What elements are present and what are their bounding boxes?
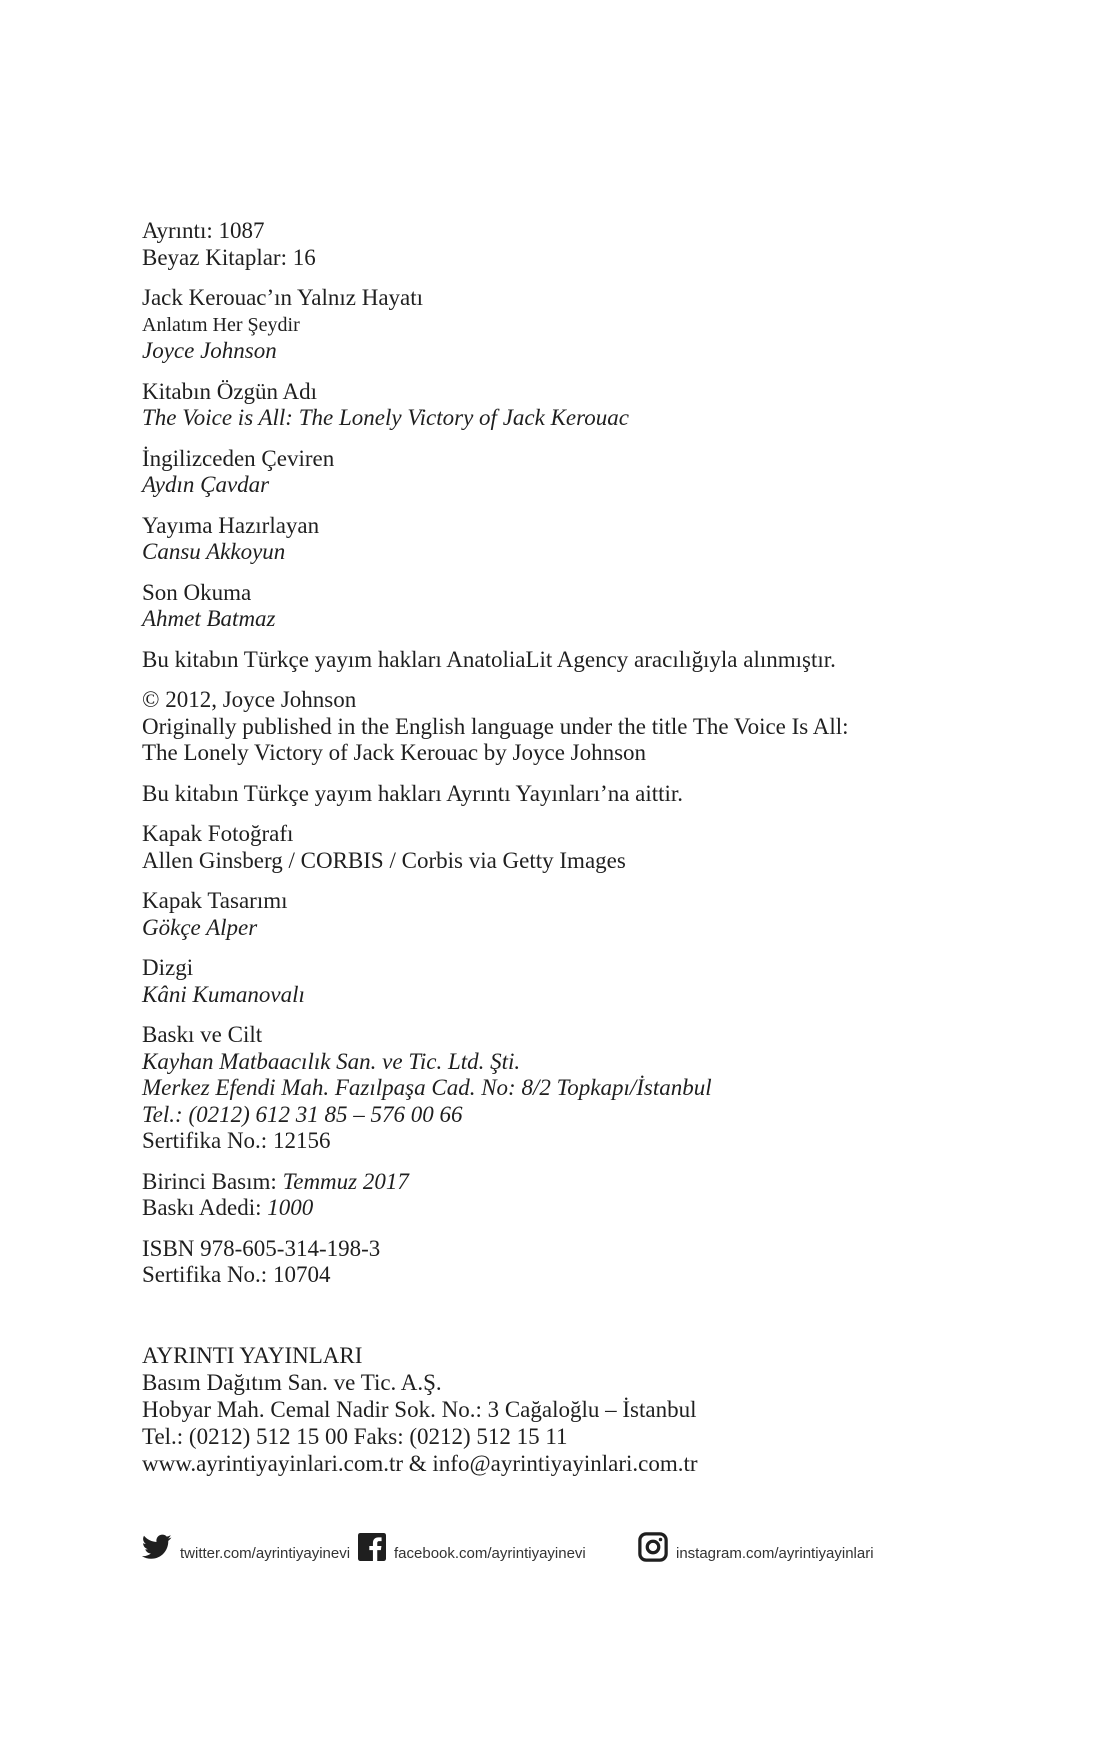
copyright-line: © 2012, Joyce Johnson [142, 687, 357, 712]
twitter-url[interactable]: twitter.com/ayrintiyayinevi [180, 1544, 351, 1562]
twitter-link[interactable] [142, 1530, 350, 1564]
original-title-value: The Voice is All: The Lonely Victory of Jack Kerouac [142, 405, 629, 430]
series-name: Beyaz Kitaplar: 16 [142, 244, 316, 270]
cover-design-label: Kapak Tasarımı [142, 888, 288, 913]
book-author: Joyce Johnson [142, 338, 277, 363]
proofreader-label: Son Okuma [142, 579, 252, 605]
print-count [142, 1195, 1022, 1222]
publisher-address: Hobyar Mah. Cemal Nadir Sok. No.: 3 Cağaloğlu – İstanbul [142, 1397, 697, 1422]
rights-agency-block [142, 647, 1022, 674]
original-title-block [142, 379, 1022, 432]
cover-design-block [142, 888, 1022, 941]
printing-certificate: Sertifika No.: 12156 [142, 1128, 331, 1153]
facebook-url[interactable]: facebook.com/ayrintiyayinevi [394, 1544, 586, 1562]
original-title-label: Kitabın Özgün Adı [142, 378, 318, 404]
instagram-icon [638, 1532, 668, 1562]
editor-label: Yayıma Hazırlayan [142, 512, 320, 538]
first-edition-label: Birinci Basım: [142, 1168, 283, 1194]
book-title: Jack Kerouac’ın Yalnız Hayatı [142, 285, 424, 310]
translator-label: İngilizceden Çeviren [142, 445, 335, 471]
typesetting-label: Dizgi [142, 955, 194, 980]
first-edition-value: Temmuz 2017 [282, 1168, 409, 1194]
instagram-link[interactable] [638, 1530, 874, 1564]
proofreader-value: Ahmet Batmaz [142, 606, 276, 631]
series-number: Ayrıntı: 1087 [142, 218, 265, 243]
twitter-icon [142, 1534, 172, 1560]
cover-photo-value: Allen Ginsberg / CORBIS / Corbis via Getty Images [142, 847, 626, 873]
copyright-block [142, 687, 1022, 767]
first-edition [142, 1169, 1022, 1196]
print-count-value: 1000 [267, 1195, 314, 1220]
printing-block [142, 1022, 1022, 1155]
translator-value: Aydın Çavdar [142, 472, 270, 497]
cover-design-value: Gökçe Alper [142, 914, 258, 940]
printing-phone: Tel.: (0212) 612 31 85 – 576 00 66 [142, 1101, 463, 1127]
isbn-block [142, 1236, 1022, 1289]
copyright-original-line: The Lonely Victory of Jack Kerouac by Joyce Johnson [142, 740, 647, 765]
book-block [142, 285, 1022, 365]
printing-label: Baskı ve Cilt [142, 1022, 263, 1047]
cover-photo-block [142, 821, 1022, 874]
publisher-company: Basım Dağıtım San. ve Tic. A.Ş. [142, 1370, 442, 1395]
rights-owner-text: Bu kitabın Türkçe yayım hakları Ayrıntı Yayınları’na aittir. [142, 780, 684, 806]
book-subtitle: Anlatım Her Şeydir [142, 313, 300, 336]
facebook-link[interactable] [358, 1530, 586, 1564]
typesetting-block [142, 955, 1022, 1008]
edition-block [142, 1169, 1022, 1222]
publisher-block [142, 1342, 698, 1477]
rights-agency-text: Bu kitabın Türkçe yayım hakları AnatoliaLit Agency aracılığıyla alınmıştır. [142, 646, 836, 672]
series-block [142, 218, 1022, 271]
proofreader-block [142, 580, 1022, 633]
publisher-phone: Tel.: (0212) 512 15 00 Faks: (0212) 512 15 11 [142, 1424, 568, 1449]
printing-address: Merkez Efendi Mah. Fazılpaşa Cad. No: 8/2 Topkapı/İstanbul [142, 1075, 712, 1100]
printing-company: Kayhan Matbaacılık San. ve Tic. Ltd. Şti. [142, 1048, 521, 1074]
copyright-original-line: Originally published in the English language under the title The Voice Is All: [142, 713, 849, 739]
social-links [142, 1530, 1042, 1566]
facebook-icon [358, 1533, 386, 1561]
typesetting-value: Kâni Kumanovalı [142, 981, 305, 1007]
isbn-certificate: Sertifika No.: 10704 [142, 1262, 331, 1287]
publisher-web: www.ayrintiyayinlari.com.tr & info@ayrintiyayinlari.com.tr [142, 1451, 698, 1476]
rights-owner-block [142, 781, 1022, 808]
isbn: ISBN 978-605-314-198-3 [142, 1235, 381, 1261]
editor-value: Cansu Akkoyun [142, 539, 286, 564]
cover-photo-label: Kapak Fotoğrafı [142, 821, 294, 846]
imprint-page [142, 218, 1022, 1303]
editor-block [142, 513, 1022, 566]
translator-block [142, 446, 1022, 499]
print-count-label: Baskı Adedi: [142, 1195, 268, 1220]
publisher-name: AYRINTI YAYINLARI [142, 1343, 363, 1368]
instagram-url[interactable]: instagram.com/ayrintiyayinlari [676, 1544, 874, 1562]
